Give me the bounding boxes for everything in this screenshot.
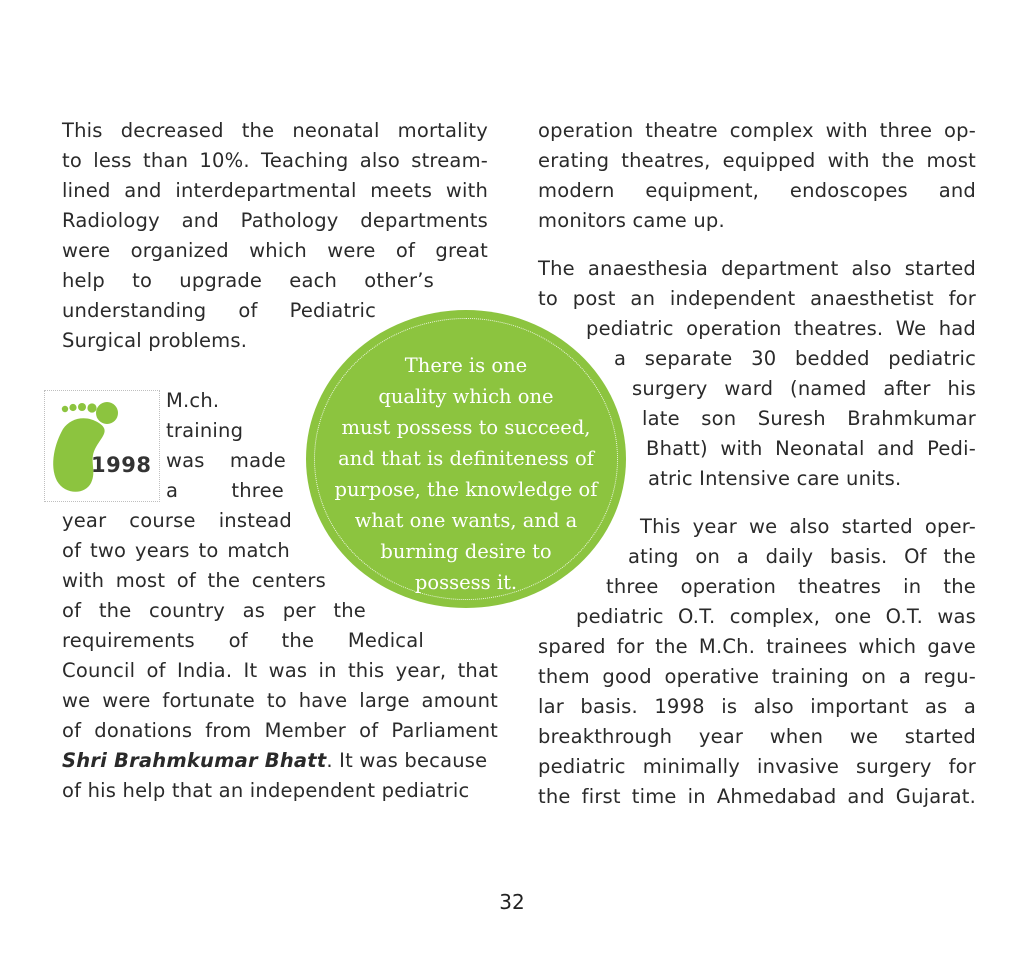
year-badge bbox=[44, 390, 160, 502]
quote-line: and that is definiteness of bbox=[338, 447, 594, 470]
text-line: surgery ward (named after his bbox=[632, 377, 976, 400]
pull-quote bbox=[306, 310, 626, 608]
quote-line: burning desire to bbox=[380, 540, 552, 563]
text-line: Bhatt) with Neonatal and Pedi- bbox=[646, 437, 976, 460]
text-line: a separate 30 bedded pediatric bbox=[614, 347, 976, 370]
text-line: Council of India. It was in this year, that bbox=[62, 659, 498, 682]
text-line: of two years to match bbox=[62, 539, 290, 562]
badge-year: 1998 bbox=[91, 453, 152, 477]
text-line: three operation theatres in the bbox=[606, 575, 976, 598]
text-line: requirements of the Medical bbox=[62, 629, 424, 652]
quote-line: quality which one bbox=[378, 385, 554, 408]
text-line: late son Suresh Brahmkumar bbox=[642, 407, 976, 430]
text-line: of the country as per the bbox=[62, 599, 366, 622]
text-line: of donations from Member of Parliament bbox=[62, 719, 498, 742]
text-line: pediatric operation theatres. We had bbox=[586, 317, 976, 340]
text-line: understanding of Pediatric bbox=[62, 299, 376, 322]
text-line: This year we also started oper- bbox=[640, 515, 976, 538]
quote-line: There is one bbox=[404, 354, 528, 377]
text-line: year course instead bbox=[62, 509, 292, 532]
text-line: This decreased the neonatal mortality bbox=[62, 119, 488, 142]
text-line: a three bbox=[166, 479, 284, 502]
text-line: of his help that an independent pediatric bbox=[62, 779, 470, 802]
text-line: operation theatre complex with three op- bbox=[538, 119, 976, 142]
text-line: lar basis. 1998 is also important as a bbox=[538, 695, 976, 718]
text-line: the first time in Ahmedabad and Gujarat. bbox=[538, 785, 976, 808]
quote-line: what one wants, and a bbox=[354, 509, 578, 532]
text-line: Surgical problems. bbox=[62, 329, 248, 352]
text-run: . It was because bbox=[326, 749, 488, 772]
text-line: training bbox=[166, 419, 244, 442]
text-line: was made bbox=[166, 449, 286, 472]
text-line: breakthrough year when we started bbox=[538, 725, 976, 748]
text-line: The anaesthesia department also started bbox=[538, 257, 976, 280]
page-number: 32 bbox=[499, 890, 525, 914]
text-line: modern equipment, endoscopes and bbox=[538, 179, 976, 202]
text-line: atric Intensive care units. bbox=[648, 467, 902, 490]
text-line: Radiology and Pathology departments bbox=[62, 209, 488, 232]
text-line: with most of the centers bbox=[62, 569, 326, 592]
text-line: were organized which were of great bbox=[62, 239, 488, 262]
text-line: we were fortunate to have large amount bbox=[62, 689, 498, 712]
text-line: to post an independent anaesthetist for bbox=[538, 287, 976, 310]
text-line: M.ch. bbox=[166, 389, 220, 412]
text-line: them good operative training on a regu- bbox=[538, 665, 976, 688]
text-line: pediatric O.T. complex, one O.T. was bbox=[576, 605, 976, 628]
text-line: ating on a daily basis. Of the bbox=[628, 545, 976, 568]
text-line bbox=[62, 746, 498, 776]
quote-line: purpose, the knowledge of bbox=[334, 478, 598, 501]
text-line: pediatric minimally invasive surgery for bbox=[538, 755, 976, 778]
person-name: Shri Brahmkumar Bhatt bbox=[62, 749, 327, 772]
quote-line: possess it. bbox=[414, 571, 518, 594]
text-line: monitors came up. bbox=[538, 209, 725, 232]
text-line: to less than 10%. Teaching also stream- bbox=[62, 149, 488, 172]
text-line: lined and interdepartmental meets with bbox=[62, 179, 488, 202]
text-line: help to upgrade each other’s bbox=[62, 269, 434, 292]
quote-line: must possess to succeed, bbox=[341, 416, 591, 439]
text-line: spared for the M.Ch. trainees which gave bbox=[538, 635, 976, 658]
footprint-icon bbox=[45, 391, 161, 503]
text-line: erating theatres, equipped with the most bbox=[538, 149, 976, 172]
